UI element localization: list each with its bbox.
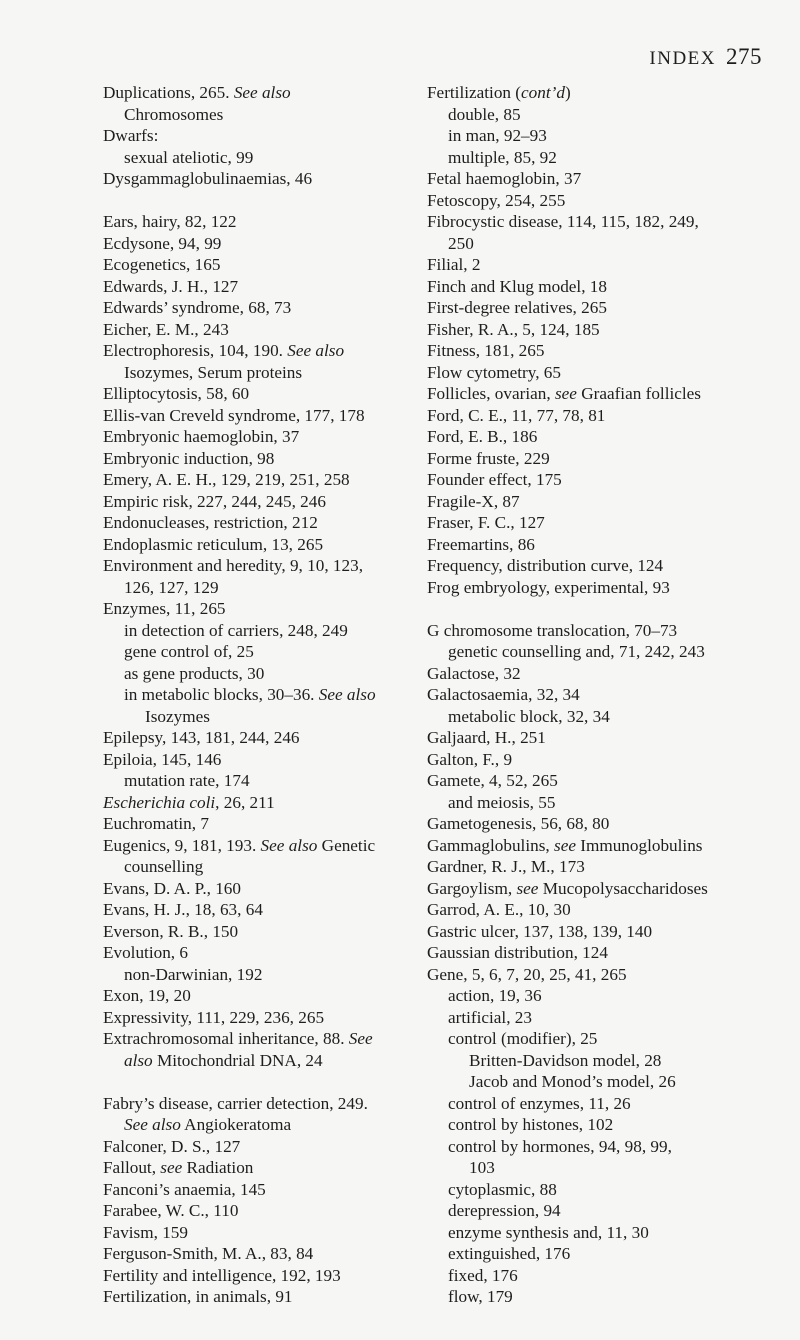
index-entry-text: Dysgammaglobulinaemias, 46	[103, 169, 313, 188]
index-entry	[103, 641, 418, 663]
index-entry-text: Radiation	[182, 1158, 254, 1177]
index-entry-text: Fertilization (	[427, 83, 522, 102]
index-entry-text: Everson, R. B., 150	[103, 921, 239, 941]
index-entry	[103, 555, 418, 577]
index-entry-text: Galactose, 32	[427, 663, 521, 683]
index-entry	[427, 1243, 772, 1265]
index-entry	[427, 426, 772, 448]
index-entry-text: Mucopolysaccharidoses	[538, 878, 708, 898]
index-entry-text: control by hormones, 94, 98, 99,	[448, 1136, 672, 1156]
index-entry	[103, 1286, 418, 1308]
index-entry	[103, 663, 418, 685]
index-entry-text: double, 85	[448, 104, 521, 124]
index-entry-text: Ecogenetics, 165	[103, 255, 221, 274]
index-entry-text: counselling	[124, 857, 204, 876]
index-entry-text: Eicher, E. M., 243	[103, 319, 229, 339]
index-entry	[427, 899, 772, 921]
index-entry	[427, 1286, 772, 1308]
index-column-left	[103, 82, 418, 1308]
index-entry-text: Immunoglobulins	[575, 835, 703, 855]
index-column-right	[427, 82, 772, 1308]
index-entry	[103, 448, 418, 470]
index-entry-text: Angiokeratoma	[180, 1115, 292, 1134]
index-entry-text: Gargoylism,	[427, 878, 517, 898]
index-entry-text: Mitochondrial DNA, 24	[152, 1050, 323, 1070]
index-entry-text: See also	[124, 1115, 181, 1134]
index-entry-text: Evans, H. J., 18, 63, 64	[103, 900, 263, 919]
index-entry-text: Embryonic haemoglobin, 37	[103, 427, 300, 446]
index-entry-text: , 26, 211	[215, 792, 275, 812]
index-entry-text: see	[160, 1158, 183, 1177]
index-entry	[103, 276, 418, 298]
index-entry-text: Epiloia, 145, 146	[103, 749, 222, 769]
index-entry	[103, 319, 418, 341]
index-entry-text: Evans, D. A. P., 160	[103, 878, 241, 898]
index-entry-text: Freemartins, 86	[427, 534, 535, 554]
index-entry	[427, 448, 772, 470]
index-entry	[427, 856, 772, 878]
index-entry	[103, 491, 418, 513]
index-entry-text: Fitness, 181, 265	[427, 341, 545, 360]
index-entry	[427, 1007, 772, 1029]
index-entry-text: in man, 92–93	[448, 126, 547, 145]
index-entry	[103, 942, 418, 964]
index-entry	[427, 577, 772, 599]
index-entry-text: Falconer, D. S., 127	[103, 1136, 241, 1156]
index-entry-text: Galactosaemia, 32, 34	[427, 685, 580, 704]
index-entry-text: Environment and heredity, 9, 10, 123,	[103, 556, 363, 575]
index-entry	[103, 878, 418, 900]
index-entry	[427, 1093, 772, 1115]
index-entry-text: See also	[318, 685, 376, 704]
index-entry-text: Chromosomes	[124, 104, 224, 124]
index-entry-text: Euchromatin, 7	[103, 814, 209, 833]
index-entry-text: Ellis-van Creveld syndrome, 177, 178	[103, 405, 365, 425]
index-entry-text: Eugenics, 9, 181, 193.	[103, 835, 261, 855]
index-entry-text: Emery, A. E. H., 129, 219, 251, 258	[103, 470, 350, 489]
index-entry	[103, 254, 418, 276]
index-entry-text: control by histones, 102	[448, 1115, 614, 1134]
index-entry-text: enzyme synthesis and, 11, 30	[448, 1222, 649, 1242]
index-entry-text: Epilepsy, 143, 181, 244, 246	[103, 728, 300, 747]
index-entry	[427, 319, 772, 341]
index-entry-text: Fertility and intelligence, 192, 193	[103, 1265, 341, 1285]
index-entry-text: Frequency, distribution curve, 124	[427, 556, 664, 575]
index-entry	[427, 383, 772, 405]
index-entry-text: fixed, 176	[448, 1265, 518, 1285]
index-entry	[103, 426, 418, 448]
index-entry-text: Flow cytometry, 65	[427, 362, 561, 382]
index-entry	[103, 1265, 418, 1287]
index-entry	[103, 1136, 418, 1158]
index-entry	[103, 512, 418, 534]
index-entry-text: cytoplasmic, 88	[448, 1179, 557, 1199]
index-entry-text: 250	[448, 233, 474, 253]
index-entry-text: Forme fruste, 229	[427, 448, 550, 468]
index-entry-text: Filial, 2	[427, 255, 481, 274]
index-entry-text: Fertilization, in animals, 91	[103, 1287, 293, 1306]
index-entry-text: See also	[233, 83, 291, 102]
index-entry	[427, 749, 772, 771]
index-entry	[103, 856, 418, 878]
index-entry	[427, 1028, 772, 1050]
index-entry	[103, 1028, 418, 1050]
index-entry	[427, 1265, 772, 1287]
index-entry-text: multiple, 85, 92	[448, 147, 557, 167]
index-entry-text: See	[348, 1029, 373, 1048]
index-entry-text: mutation rate, 174	[124, 771, 250, 790]
index-entry-text: Fabry’s disease, carrier detection, 249.	[103, 1093, 368, 1113]
index-entry	[427, 985, 772, 1007]
index-entry-text: Extrachromosomal inheritance, 88.	[103, 1029, 349, 1048]
index-entry-text: )	[564, 83, 571, 102]
index-entry	[103, 1243, 418, 1265]
index-entry	[103, 1179, 418, 1201]
index-entry	[103, 125, 418, 147]
index-entry	[103, 1114, 418, 1136]
index-entry	[427, 792, 772, 814]
index-entry-text: Evolution, 6	[103, 943, 188, 962]
index-entry-text: Favism, 159	[103, 1222, 188, 1242]
index-entry	[427, 168, 772, 190]
index-entry-text: 103	[469, 1158, 495, 1177]
index-entry-text: Endoplasmic reticulum, 13, 265	[103, 534, 324, 554]
index-entry	[103, 835, 418, 857]
index-entry	[427, 706, 772, 728]
index-entry	[103, 211, 418, 233]
index-entry	[427, 620, 772, 642]
index-entry	[427, 1222, 772, 1244]
index-entry	[103, 727, 418, 749]
index-entry	[427, 1179, 772, 1201]
index-entry	[427, 878, 772, 900]
index-entry	[427, 942, 772, 964]
index-entry-text: Isozymes	[145, 706, 210, 726]
index-entry	[427, 297, 772, 319]
index-entry	[427, 491, 772, 513]
index-entry-text: extinguished, 176	[448, 1244, 571, 1263]
index-entry-text: Gene, 5, 6, 7, 20, 25, 41, 265	[427, 964, 627, 984]
index-entry-text: sexual ateliotic, 99	[124, 147, 254, 167]
index-entry-text: also	[124, 1050, 153, 1070]
index-entry-text: Garrod, A. E., 10, 30	[427, 900, 571, 919]
index-entry	[103, 620, 418, 642]
index-entry	[103, 684, 418, 706]
index-entry-text: action, 19, 36	[448, 986, 542, 1005]
index-entry	[427, 82, 772, 104]
index-entry-text: Fetoscopy, 254, 255	[427, 190, 566, 210]
index-entry-text: control of enzymes, 11, 26	[448, 1093, 631, 1113]
index-entry	[103, 147, 418, 169]
index-entry-text: Finch and Klug model, 18	[427, 276, 607, 296]
index-entry	[427, 835, 772, 857]
index-entry	[103, 383, 418, 405]
index-entry	[103, 297, 418, 319]
index-entry-text: metabolic block, 32, 34	[448, 706, 610, 726]
index-entry	[427, 1071, 772, 1093]
index-entry-text: Duplications, 265.	[103, 83, 234, 102]
index-entry-text: Gastric ulcer, 137, 138, 139, 140	[427, 921, 653, 941]
index-entry-text: See also	[260, 835, 318, 855]
index-entry-text: genetic counselling and, 71, 242, 243	[448, 642, 705, 661]
index-entry-text: Fragile-X, 87	[427, 491, 520, 511]
index-entry-text: Gametogenesis, 56, 68, 80	[427, 814, 610, 833]
index-entry	[427, 362, 772, 384]
index-entry-text: Endonucleases, restriction, 212	[103, 513, 318, 532]
index-entry-text: as gene products, 30	[124, 663, 265, 683]
index-entry-text: Edwards’ syndrome, 68, 73	[103, 298, 292, 317]
index-entry-text: see	[554, 835, 576, 855]
index-entry	[103, 1007, 418, 1029]
index-entry	[427, 534, 772, 556]
index-entry	[103, 577, 418, 599]
index-entry	[103, 1050, 418, 1072]
index-entry-text: Gardner, R. J., M., 173	[427, 857, 585, 876]
index-entry	[103, 469, 418, 491]
index-entry-text: control (modifier), 25	[448, 1029, 598, 1048]
index-entry-text: Electrophoresis, 104, 190.	[103, 341, 288, 360]
index-entry-text: Genetic	[317, 835, 376, 855]
index-entry-text: Fraser, F. C., 127	[427, 513, 545, 532]
index-entry	[427, 276, 772, 298]
index-entry	[103, 340, 418, 362]
index-entry	[427, 340, 772, 362]
index-entry-text: cont’d	[521, 83, 565, 102]
index-entry	[427, 663, 772, 685]
index-entry	[103, 104, 418, 126]
index-entry-text: Edwards, J. H., 127	[103, 276, 239, 296]
index-entry	[427, 964, 772, 986]
index-entry-text: Fetal haemoglobin, 37	[427, 169, 582, 188]
index-entry-text: Empiric risk, 227, 244, 245, 246	[103, 491, 326, 511]
index-entry-text: Graafian follicles	[576, 384, 701, 403]
index-entry	[427, 641, 772, 663]
index-entry-text: Enzymes, 11, 265	[103, 599, 226, 618]
index-entry-text: Gamete, 4, 52, 265	[427, 771, 558, 790]
index-entry	[103, 1093, 418, 1115]
index-entry-text: Frog embryology, experimental, 93	[427, 577, 670, 597]
index-entry	[103, 362, 418, 384]
index-entry	[103, 598, 418, 620]
index-entry-text: Galton, F., 9	[427, 749, 513, 769]
index-entry	[103, 82, 418, 104]
index-entry	[103, 233, 418, 255]
index-entry	[427, 211, 772, 233]
index-entry-text: see	[516, 878, 539, 898]
index-entry-text: non-Darwinian, 192	[124, 964, 263, 984]
index-entry	[103, 921, 418, 943]
index-entry	[103, 792, 418, 814]
index-entry-text: Britten-Davidson model, 28	[469, 1050, 662, 1070]
index-entry	[427, 1157, 772, 1179]
index-entry	[427, 104, 772, 126]
index-entry	[427, 147, 772, 169]
index-entry-text: Isozymes, Serum proteins	[124, 362, 303, 382]
index-entry	[427, 405, 772, 427]
index-entry-text: Gammaglobulins,	[427, 835, 554, 855]
index-entry	[103, 534, 418, 556]
index-entry-text: in detection of carriers, 248, 249	[124, 620, 348, 640]
index-entry-text: Ferguson-Smith, M. A., 83, 84	[103, 1244, 314, 1263]
index-entry	[427, 1050, 772, 1072]
index-entry-text: Ford, E. B., 186	[427, 427, 538, 446]
index-entry-text: Follicles, ovarian,	[427, 384, 555, 403]
index-entry	[103, 964, 418, 986]
index-entry-text: see	[554, 384, 577, 403]
index-entry-text: First-degree relatives, 265	[427, 298, 607, 317]
index-entry	[103, 405, 418, 427]
index-entry	[427, 555, 772, 577]
index-entry-text: Gaussian distribution, 124	[427, 943, 608, 962]
index-entry-text: artificial, 23	[448, 1007, 532, 1027]
index-entry	[427, 921, 772, 943]
index-entry	[427, 1136, 772, 1158]
index-entry	[103, 706, 418, 728]
index-entry-text: gene control of, 25	[124, 642, 254, 661]
index-entry-text: Exon, 19, 20	[103, 986, 191, 1005]
index-entry	[427, 469, 772, 491]
index-entry	[427, 190, 772, 212]
index-entry	[103, 1200, 418, 1222]
index-entry-text: in metabolic blocks, 30–36.	[124, 685, 319, 704]
index-entry-text: Elliptocytosis, 58, 60	[103, 384, 250, 403]
index-entry	[103, 1157, 418, 1179]
index-entry-text: Fanconi’s anaemia, 145	[103, 1179, 266, 1199]
index-entry-text: Jacob and Monod’s model, 26	[469, 1072, 676, 1091]
index-entry	[103, 1222, 418, 1244]
index-entry	[427, 813, 772, 835]
index-entry	[427, 684, 772, 706]
index-entry-text: Escherichia coli	[103, 792, 216, 812]
index-entry	[427, 1200, 772, 1222]
index-entry	[103, 985, 418, 1007]
index-entry	[103, 749, 418, 771]
index-entry-text: Dwarfs:	[103, 126, 159, 145]
index-entry	[103, 813, 418, 835]
index-entry-text: Fisher, R. A., 5, 124, 185	[427, 319, 600, 339]
index-entry-text: Galjaard, H., 251	[427, 728, 546, 747]
index-entry-text: 126, 127, 129	[124, 577, 219, 597]
index-entry	[427, 512, 772, 534]
index-entry	[103, 770, 418, 792]
header-label: INDEX	[649, 48, 716, 69]
index-entry-text: Fallout,	[103, 1158, 161, 1177]
index-entry	[427, 254, 772, 276]
index-entry-text: derepression, 94	[448, 1201, 561, 1220]
index-entry-text: See also	[287, 341, 345, 360]
index-entry-text: Fibrocystic disease, 114, 115, 182, 249,	[427, 212, 699, 231]
index-entry-text: flow, 179	[448, 1287, 513, 1306]
index-entry	[103, 899, 418, 921]
running-header	[649, 44, 762, 70]
index-entry-text: G chromosome translocation, 70–73	[427, 620, 678, 640]
index-entry	[427, 1114, 772, 1136]
index-entry	[427, 125, 772, 147]
index-entry-text: Ecdysone, 94, 99	[103, 233, 222, 253]
index-entry-text: Farabee, W. C., 110	[103, 1201, 239, 1220]
index-entry-text: Founder effect, 175	[427, 470, 562, 489]
index-entry-text: Embryonic induction, 98	[103, 448, 275, 468]
index-entry	[427, 233, 772, 255]
index-entry-text: and meiosis, 55	[448, 792, 556, 812]
index-entry	[427, 727, 772, 749]
index-entry-text: Expressivity, 111, 229, 236, 265	[103, 1007, 325, 1027]
index-entry	[427, 770, 772, 792]
index-entry	[103, 168, 418, 190]
page-number: 275	[726, 44, 762, 69]
index-entry-text: Ford, C. E., 11, 77, 78, 81	[427, 405, 606, 425]
index-entry-text: Ears, hairy, 82, 122	[103, 212, 237, 231]
